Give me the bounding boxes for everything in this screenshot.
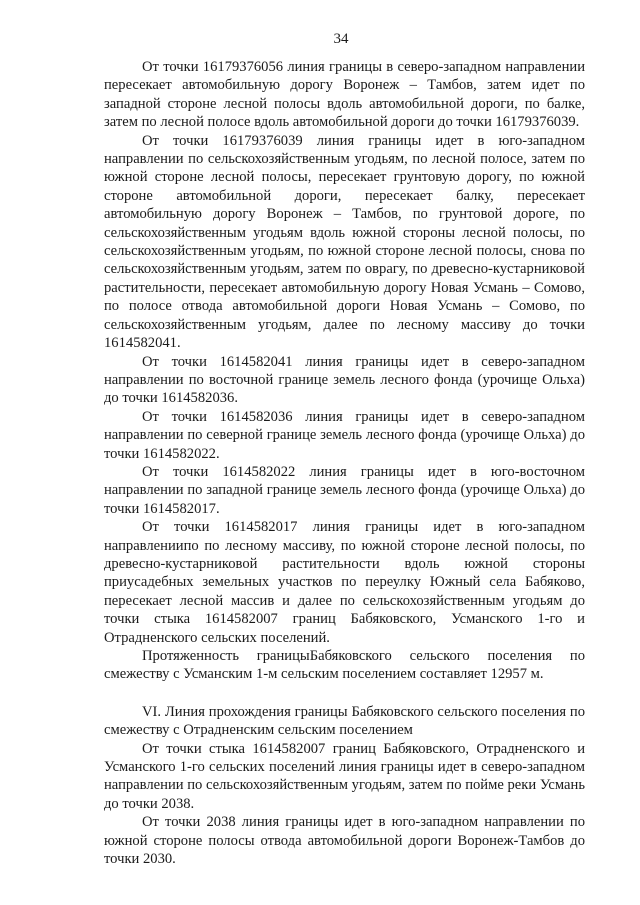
paragraph-1: От точки 16179376056 линия границы в северо-западном направлении пересекает автомобильную дорогу Воронеж – Тамбов, затем идет по западной стороне лесной полосы вдоль автомобильной дороги, по балке, затем по лесной полосе вдоль автомобильной дороги до точки 16179376039. (104, 59, 585, 131)
paragraph-3: От точки 1614582041 линия границы идет в северо-западном направлении по восточной границе земель лесного фонда (урочище Ольха) до точки 1614582036. (104, 353, 585, 407)
paragraph-4: От точки 1614582036 линия границы идет в северо-западном направлении по северной границе земель лесного фонда (урочище Ольха) до точки 1614582022. (104, 408, 585, 462)
paragraph-7: Протяженность границыБабяковского сельского поселения по смежеству с Усманским 1-м сельским поселением составляет 12957 м. (104, 648, 585, 683)
section-heading: VI. Линия прохождения границы Бабяковского сельского поселения по смежеству с Отрадненским сельским поселением (104, 703, 585, 739)
section-paragraph-2: От точки 2038 линия границы идет в юго-западном направлении по южной стороне полосы отвода автомобильной дороги Воронеж-Тамбов до точки 2030. (104, 814, 585, 868)
paragraph-2: От точки 16179376039 линия границы идет в юго-западном направлении по сельскохозяйственным угодьям, по лесной полосе, затем по южной стороне лесной полосы, пересекает грунтовую дорогу, по южной стороне автомобильной дороги, пересекает балку, пересекает автомобильную дорогу Воронеж – Тамбов, по грунтовой дороге, по сельскохозяйственным угодьям вдоль южной стороны лесной полосы, по сельскохозяйственным угодьям, по южной стороне лесной полосы, снова по сельскохозяйственным угодьям, затем по оврагу, по древесно-кустарниковой растительности, пересекает автомобильную дорогу Новая Усмань – Сомово, по полосе отвода автомобильной дороги Новая Усмань – Сомово, по сельскохозяйственным угодьям, далее по лесному массиву до точки 1614582041. (104, 132, 585, 352)
paragraph-5: От точки 1614582022 линия границы идет в юго-восточном направлении по западной границе земель лесного фонда (урочище Ольха) до точки 1614582017. (104, 463, 585, 517)
paragraph-6: От точки 1614582017 линия границы идет в юго-западном направлениипо по лесному массиву, по южной стороне лесной полосы, по древесно-кустарниковой растительности вдоль южной стороны приусадебных земельных участков по переулку Южный села Бабяково, пересекает лесной массив и далее по сельскохозяйственным угодьям до точки стыка 1614582007 границ Бабяковского, Усманского 1-го и Отрадненского сельских поселений. (104, 519, 585, 646)
document-body (104, 58, 585, 868)
page-number: 34 (333, 31, 349, 47)
section-paragraph-1: От точки стыка 1614582007 границ Бабяковского, Отрадненского и Усманского 1-го сельских поселений линия границы идет в северо-западном направлении по сельскохозяйственным угодьям, затем по пойме реки Усмань до точки 2038. (104, 740, 585, 812)
